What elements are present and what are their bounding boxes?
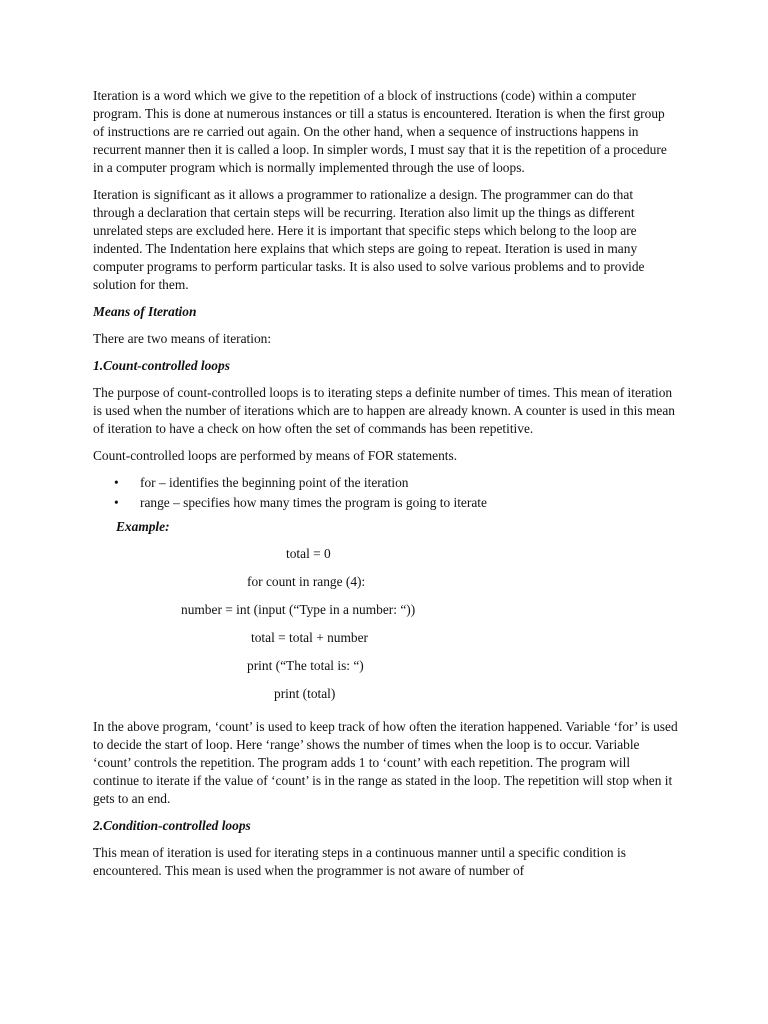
list-item (93, 473, 678, 493)
count-controlled-heading: 1.Count-controlled loops (93, 358, 230, 373)
code-example (93, 545, 678, 713)
bullet-text: range – specifies how many times the program is going to iterate (140, 495, 487, 510)
condition-controlled-heading: 2.Condition-controlled loops (93, 818, 251, 833)
count-paragraph-1: The purpose of count-controlled loops is to iterating steps a definite number of times. This mean of iteration is used when the number of iterations which are to happen are already known. A counter is used in this mean of iteration to have a check on how often the set of commands has been repetitive. (93, 385, 675, 436)
bullet-list (93, 473, 678, 513)
document-body (93, 87, 678, 889)
code-line-4: total = total + number (251, 630, 368, 645)
condition-paragraph: This mean of iteration is used for iterating steps in a continuous manner until a specific condition is encountered. This mean is used when the programmer is not aware of number of (93, 845, 626, 878)
explanation-paragraph: In the above program, ‘count’ is used to keep track of how often the iteration happened. Variable ‘for’ is used to decide the start of loop. Here ‘range’ shows the number of times when the loop is to occur. Variable ‘count’ controls the repetition. The program adds 1 to ‘count’ with each repetition. The program will continue to iterate if the value of ‘count’ is in the range as stated in the loop. The repetition will stop when it gets to an end. (93, 719, 678, 806)
bullet-text: for – identifies the beginning point of the iteration (140, 475, 409, 490)
intro-paragraph-2: Iteration is significant as it allows a programmer to rationalize a design. The programmer can do that through a declaration that certain steps will be recurring. Iteration also limit up the things as different unrelated steps are excluded here. Here it is important that specific steps which belong to the loop are indented. The Indentation here explains that which steps are going to repeat. Iteration is used in many computer programs to perform particular tasks. It is also used to solve various problems and to provide solution for them. (93, 187, 645, 292)
bullet-icon: • (114, 495, 119, 510)
count-paragraph-2: Count-controlled loops are performed by means of FOR statements. (93, 448, 458, 463)
intro-paragraph-1: Iteration is a word which we give to the repetition of a block of instructions (code) within a computer program. This is done at numerous instances or till a status is encountered. Iteration is when the first group of instructions are re carried out again. On the other hand, when a sequence of instructions happens in recurrent manner then it is called a loop. In simpler words, I must say that it is the repetition of a procedure in a computer program which is normally implemented through the use of loops. (93, 88, 667, 175)
example-label: Example: (116, 519, 170, 534)
list-item (93, 493, 678, 513)
code-line-5: print (“The total is: “) (247, 658, 364, 673)
bullet-icon: • (114, 475, 119, 490)
means-heading: Means of Iteration (93, 304, 197, 319)
code-line-1: total = 0 (286, 546, 331, 561)
code-line-2: for count in range (4): (247, 574, 366, 589)
code-line-6: print (total) (274, 686, 336, 701)
code-line-3: number = int (input (“Type in a number: “)) (181, 602, 416, 617)
means-intro: There are two means of iteration: (93, 331, 272, 346)
